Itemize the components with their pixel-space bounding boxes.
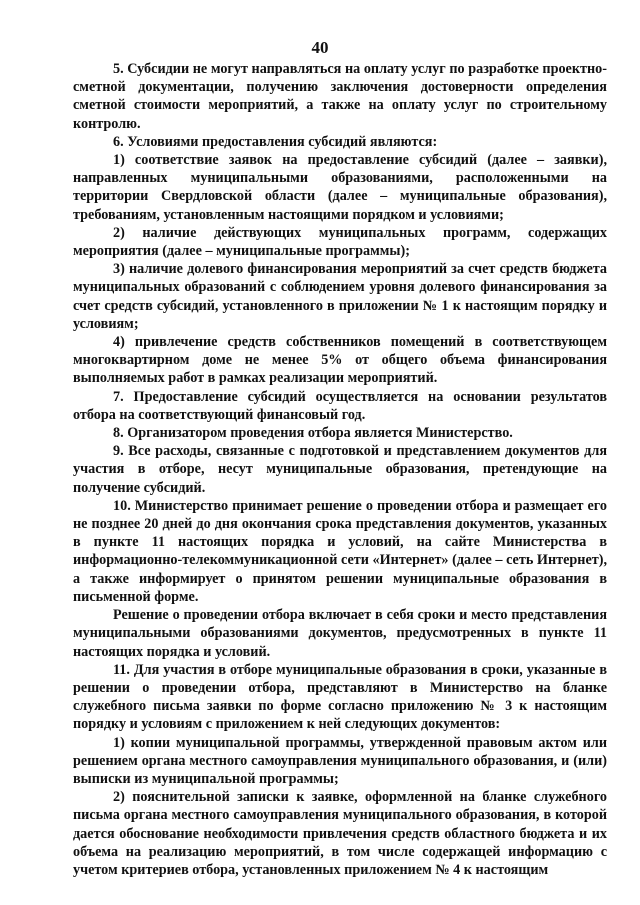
paragraph-11: 11. Для участия в отборе муниципальные образования в сроки, указанные в решении о проведении отбора, представляют в Министерство на бланке служебного письма заявки по форме согласно приложению № 3 к настоящим порядку и условиям с приложением к ней следующих документов: [73, 661, 607, 733]
paragraph-11-item-1: 1) копии муниципальной программы, утвержденной правовым актом или решением органа местного самоуправления муниципального образования, и (или) выписки из муниципальной программы; [73, 734, 607, 787]
paragraph-5: 5. Субсидии не могут направляться на оплату услуг по разработке проектно-сметной документации, получению заключения достоверности определения сметной стоимости мероприятий, а также на оплату услуг по строительному контролю. [73, 61, 607, 132]
page-number: 40 [311, 38, 329, 57]
paragraph-6-item-4: 4) привлечение средств собственников помещений в соответствующем многоквартирном доме не менее 5% от общего объема финансирования выполняемых работ в рамках реализации мероприятий. [73, 334, 607, 387]
paragraph-9: 9. Все расходы, связанные с подготовкой и представлением документов для участия в отборе, несут муниципальные образования, претендующие на получение субсидий. [73, 443, 607, 496]
paragraph-6: 6. Условиями предоставления субсидий являются: [113, 133, 438, 150]
document-body [73, 60, 607, 879]
paragraph-10-decision: Решение о проведении отбора включает в себя сроки и место представления муниципальными образованиями документов, предусмотренных в пункте 11 настоящих порядка и условий. [73, 607, 607, 660]
paragraph-8: 8. Организатором проведения отбора является Министерство. [113, 425, 513, 442]
paragraph-6-item-3: 3) наличие долевого финансирования мероприятий за счет средств бюджета муниципальных образований с соблюдением уровня долевого финансирования за счет средств субсидий, установленного в приложении № 1 к настоящим порядку и условиям; [73, 261, 607, 332]
paragraph-6-item-2: 2) наличие действующих муниципальных программ, содержащих мероприятия (далее – муниципальные программы); [73, 224, 607, 260]
paragraph-11-item-2: 2) пояснительной записки к заявке, оформленной на бланке служебного письма органа местного самоуправления муниципального образования, в которой дается обоснование необходимости привлечения средств областного бюджета и их объема на реализацию мероприятий, в том числе содержащей информацию с учетом критериев отбора, установленных приложением № 4 к настоящим [73, 789, 607, 878]
paragraph-6-item-1: 1) соответствие заявок на предоставление субсидий (далее – заявки), направленных муниципальными образованиями, расположенными на территории Свердловской области (далее – муниципальные образования), требованиям, установленным настоящими порядком и условиями; [73, 152, 607, 223]
paragraph-7: 7. Предоставление субсидий осуществляется на основании результатов отбора на соответствующий финансовый год. [73, 388, 607, 423]
paragraph-10: 10. Министерство принимает решение о проведении отбора и размещает его не позднее 20 дней до дня окончания срока представления документов, указанных в пункте 11 настоящих порядка и условий, на сайте Министерства в информационно-телекоммуникационной сети «Интернет» (далее – сеть Интернет), а также информирует о принятом решении муниципальные образования в письменной форме. [73, 497, 607, 605]
